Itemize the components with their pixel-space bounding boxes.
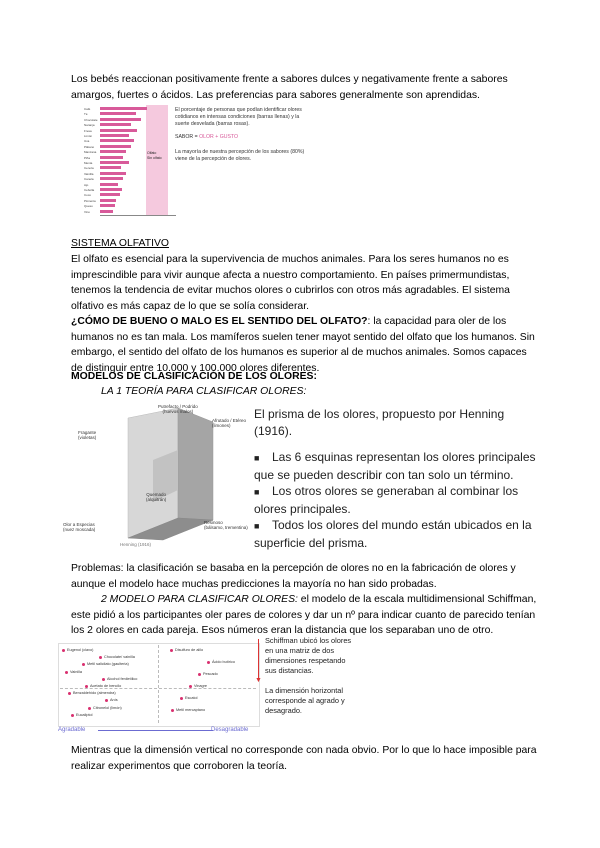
label-br-sub: (bálsamo, trementina) [204,525,248,530]
models-title [71,369,541,385]
bar [100,172,126,175]
henning-prism-figure [58,400,248,550]
bar [100,129,137,132]
intro-paragraph: Los bebés reaccionan positivamente frente a sabores dulces y negativamente frente a sabores amargos, fuertes o ácidos. Las preferencias para sabores generalmente son aprendidas. [71,74,508,101]
note-2-a: SABOR = [175,134,200,140]
scatter-point-label: Pescado [203,672,218,676]
label-right-name: Afrutado / Etéreo [212,418,247,423]
bar [100,210,113,213]
x-axis-arrow [98,730,213,731]
bar [100,112,136,115]
scatter-point-label: Metil salicilato (gaulteria) [87,662,129,667]
label-bl-name: Olor a Especias [63,522,95,527]
bar-label: Plátano [84,144,95,149]
scatter-point [180,697,183,700]
scatter-point-label: Escatol [185,696,198,700]
scatter-point [62,649,65,652]
henning-bullet-3 [254,517,539,551]
scatter-point-label: Citronelol (limón) [93,705,122,710]
bar-label: Ajo [84,182,89,187]
arrow-shaft [258,639,259,679]
scatter-point-label: Metil mercaptano [176,708,206,712]
scatter-point [85,685,88,688]
bar [100,150,126,153]
scatter-point-label: Vainilla [70,669,82,674]
note-2 [175,134,305,141]
label-left [78,430,96,440]
scatter-point [189,685,192,688]
scatter-point-label: Ácido butírico [212,660,236,664]
bar [100,139,134,142]
label-top [158,404,198,414]
bar-label: Cebolla [84,188,95,192]
schiffman-notes [265,636,355,716]
smell-identification-chart [84,103,179,218]
bar-label: Té [84,112,88,117]
bar-label: Queso [84,204,93,209]
section-title-olfativo: SISTEMA OLFATIVO [71,238,169,249]
scatter-point [71,714,74,717]
bar [100,134,129,137]
bar-label: Chocolate [84,117,98,122]
note-3: La mayoría de nuestra percepción de los sabores (80%) viene de la percepción de olores. [175,149,305,162]
scatter-point-label: Benzaldehído (almendra) [73,691,116,696]
label-bl-sub: (nuez moscada) [63,527,96,532]
label-bottom-right [204,520,248,530]
schiff-note-1: Schiffman ubicó los olores en una matriz de dos dimensiones respetando sus distancias. [265,636,352,675]
x-axis [100,215,176,216]
bar [100,183,118,186]
bar [100,193,120,196]
x-label-desagradable: Desagradable [211,727,249,733]
bar-label: Uva [84,139,90,144]
label-bottom-left [63,522,95,532]
label-br-name: Resinoso [204,520,223,525]
scatter-point [65,671,68,674]
scatter-point [171,709,174,712]
pink-band [146,105,168,215]
bar [100,161,129,164]
label-right [212,418,246,428]
label-center [146,492,166,502]
problems-paragraph: Problemas: la clasificación se basaba en la percepción de olores no en la fabricación de olores y aunque el modelo hace muchas predicciones la mayoría no han sido probadas. [71,563,516,590]
label-center-sub: (alquitrán) [146,497,167,502]
legend-olfato: Olfato [147,151,157,155]
scatter-point [207,661,210,664]
henning-description [254,406,539,551]
bar-label: Limón [84,134,93,138]
prism-credit: Henning (1916) [120,542,152,547]
henning-bullet-2 [254,483,539,517]
label-center-name: Quemado [146,492,167,497]
bar [100,166,121,169]
bar-label: Cereza [84,166,94,171]
question-heading: ¿CÓMO DE BUENO O MALO ES EL SENTIDO DEL OLFATO? [71,316,368,327]
scatter-point-label: Eucaliptol [76,712,93,717]
bar [100,107,147,110]
last-paragraph: Mientras que la dimensión vertical no corresponde con nada obvio. Por lo que lo hace imposible para realizar experimentos que corroboren la teoría. [71,745,537,772]
models-title-text: MODELOS DE CLASIFICACIÓN DE LOS OLORES: [71,371,317,382]
scatter-point-label: Anís [110,698,118,703]
scatter-point [170,649,173,652]
schiffman-scatter [58,643,258,738]
bar [100,204,115,207]
question-answer: : la capacidad para oler de los humanos no es tan mala. Los mamíferos suelen tener mayot sentido del olfato que los humanos. Sin embargo, el sentido del olfato de los humanos es superior al de muchos animales. Somos capaces de distinguir entre 10.000 y 100.000 olores diferentes. [71,316,535,375]
olfato-paragraph: El olfato es esencial para la supervivencia de muchos animales. Para los seres humanos no es imprescindible para vivir aunque afecta a nuestro comportamiento. En países primermundistas, tenemos la tendencia de evitar muchos olores o cubrirlos con otros más agradables. El sistema olfativo es más capaz de lo que se solía considerar. [71,254,510,313]
scatter-point-label: Eugenol (clavo) [67,648,94,652]
scatter-point [198,673,201,676]
question-paragraph [71,314,541,377]
model2-text: el modelo de la escala multidimensional Schiffman, este pidió a los participantes oler pares de colores y dar un nº para indicar cuanto de parecido tenían los 2 olores en cada pareja. Esos números eran la distancia que los separaban uno de otro. [71,594,537,637]
theory1-title: LA 1 TEORÍA PARA CLASIFICAR OLORES: [101,386,307,397]
bar [100,145,131,148]
scatter-point [102,678,105,681]
bullet-icon: ■ [254,521,260,531]
bullet-icon: ■ [254,487,260,497]
schiff-note-2: La dimensión horizontal corresponde al agrado y desagrado. [265,686,345,715]
scatter-point-label: Chocolate/ vainilla [104,655,135,660]
henning-bullet-1 [254,449,539,483]
model2-paragraph [71,592,541,639]
bar [100,118,141,121]
scatter-point-label: Vinagre [194,684,208,688]
arrow-down-icon: ▼ [255,677,262,684]
henning-bullet-3-text: Todos los olores del mundo están ubicados en la superficie del prisma. [254,518,532,550]
label-top-sub: (huevos malos) [162,409,194,414]
bar-label: Piña [84,155,91,160]
bar-label: Vainilla [84,171,94,176]
bar-label: Fresa [84,128,92,133]
note-2-b: OLOR + GUSTO [199,134,239,140]
scatter-point-label: Acetato de bencilo [90,684,122,688]
label-right-sub: (limones) [212,423,231,428]
label-left-name: Fragante [78,430,97,435]
scatter-point [88,707,91,710]
henning-bullet-2-text: Los otros olores se generaban al combinar los olores principales. [254,484,519,516]
henning-title: El prisma de los olores, propuesto por Henning (1916). [254,407,505,438]
scatter-point-label: Disulfuro de alilo [175,648,204,652]
bullet-icon: ■ [254,453,260,463]
note-1: El porcentaje de personas que podían identificar olores cotidianos en intensas condiciones (barras llenas) y la suerte desvelada (barras rosas). [175,107,302,127]
prism-right-face [178,408,213,520]
bar-label: Café [84,107,91,111]
bar [100,156,123,159]
bar [100,199,116,202]
scatter-point-label: Alcohol feniletílico [107,676,138,681]
chart-notes [175,107,305,163]
bar-label: Manzana [84,150,97,155]
legend-sin-olfato: Sin olfato [147,156,162,160]
bar [100,177,123,180]
bar-label: Canela [84,177,94,182]
label-top-name: Putrefacto / Podrido [158,404,198,409]
henning-bullet-1-text: Las 6 esquinas representan los olores principales que se pueden describir con tan solo un término. [254,450,536,482]
bar [100,188,122,191]
model2-title: 2 MODELO PARA CLASIFICAR OLORES: [101,594,298,605]
x-label-agradable: Agradable [58,727,86,733]
bar-label: Vino [84,209,90,214]
bar-label: Naranja [84,123,95,128]
label-left-sub: (violetas) [78,435,97,440]
bar-label: Menta [84,161,93,165]
scatter-vdivider [158,645,159,723]
bar [100,123,131,126]
bar-label: Pimienta [84,198,96,203]
bar-label: Coco [84,193,92,198]
